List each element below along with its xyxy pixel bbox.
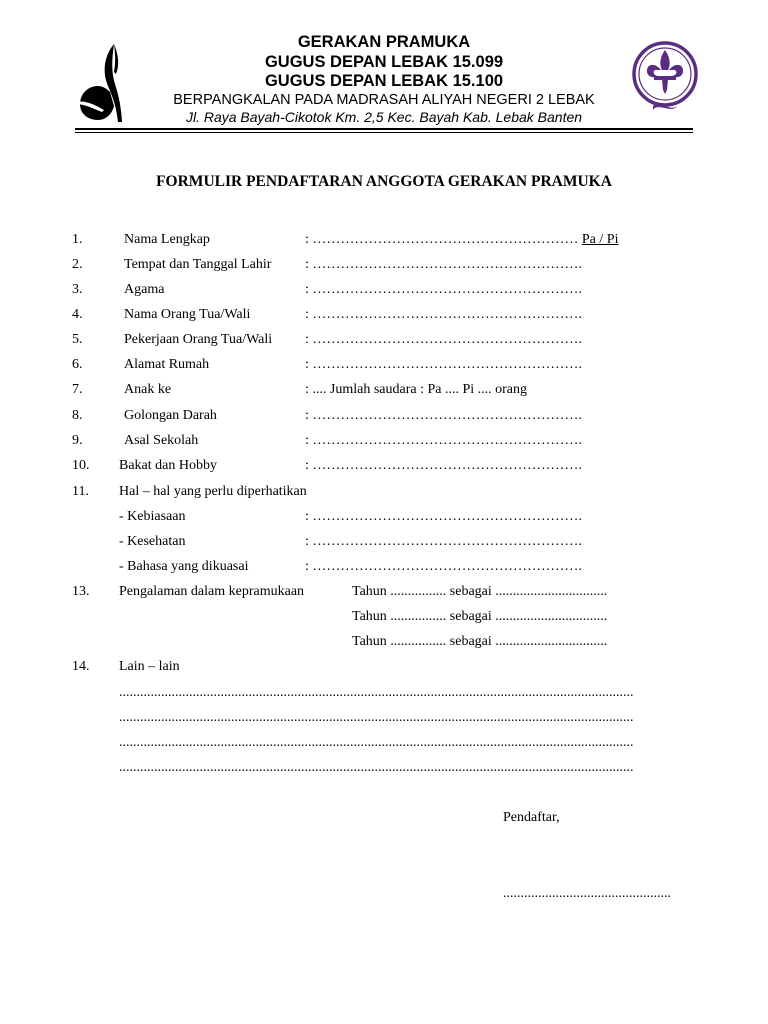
- field-number: 1.: [72, 232, 83, 247]
- field-row: [0, 257, 768, 277]
- field-row: [0, 332, 768, 352]
- letterhead: [0, 0, 768, 135]
- field-label: Alamat Rumah: [124, 357, 210, 372]
- field-number: 6.: [72, 357, 83, 372]
- field-row: [0, 534, 768, 554]
- field-label: Asal Sekolah: [124, 433, 199, 448]
- field-number: 4.: [72, 307, 83, 322]
- field-number: 2.: [72, 257, 83, 272]
- field-value[interactable]: : ………………………………………………….: [305, 307, 582, 322]
- field-row: [0, 307, 768, 327]
- field-label: - Kesehatan: [119, 534, 186, 549]
- field-row: [0, 458, 768, 478]
- field-number: 7.: [72, 382, 83, 397]
- field-value[interactable]: : ………………………………………………….: [305, 282, 582, 297]
- field-number: 9.: [72, 433, 83, 448]
- blank-line[interactable]: ...................................................................................................................................................: [119, 735, 634, 750]
- field-row: [0, 484, 768, 504]
- header-rule-thin: [75, 132, 693, 133]
- experience-entry[interactable]: Tahun ................ sebagai ................................: [352, 584, 608, 599]
- blank-line[interactable]: ...................................................................................................................................................: [119, 685, 634, 700]
- field-label: - Kebiasaan: [119, 509, 186, 524]
- unit-name-2: GUGUS DEPAN LEBAK 15.100: [264, 72, 504, 90]
- field-label: Golongan Darah: [124, 408, 217, 423]
- field-number: 10.: [72, 458, 90, 473]
- field-number: 14.: [72, 659, 90, 674]
- field-number: 8.: [72, 408, 83, 423]
- field-row: [0, 559, 768, 579]
- signature-line[interactable]: ................................................: [503, 886, 671, 901]
- field-value[interactable]: : ………………………………………………….: [305, 408, 582, 423]
- field-value[interactable]: : ………………………………………………… Pa / Pi: [305, 232, 619, 247]
- field-value[interactable]: : ………………………………………………….: [305, 534, 582, 549]
- signature-label: Pendaftar,: [503, 810, 560, 825]
- field-label: Nama Lengkap: [124, 232, 210, 247]
- field-number: 13.: [72, 584, 90, 599]
- field-value[interactable]: : ………………………………………………….: [305, 458, 582, 473]
- field-number: 11.: [72, 484, 89, 499]
- field-row: [0, 509, 768, 529]
- field-label: Pengalaman dalam kepramukaan: [119, 584, 305, 599]
- field-row: [0, 232, 768, 252]
- field-row: [0, 433, 768, 453]
- field-value[interactable]: : ………………………………………………….: [305, 357, 582, 372]
- field-label: Nama Orang Tua/Wali: [124, 307, 251, 322]
- field-label: - Bahasa yang dikuasai: [119, 559, 249, 574]
- world-scout-emblem-icon: [629, 40, 701, 118]
- field-row: [0, 282, 768, 302]
- field-label: Bakat dan Hobby: [119, 458, 217, 473]
- field-row: [0, 357, 768, 377]
- field-row: [0, 408, 768, 428]
- field-value[interactable]: : ………………………………………………….: [305, 433, 582, 448]
- field-row: [0, 659, 768, 679]
- field-label: Pekerjaan Orang Tua/Wali: [124, 332, 273, 347]
- gender-option[interactable]: Pa / Pi: [581, 232, 619, 247]
- field-number: 3.: [72, 282, 83, 297]
- section-label: Hal – hal yang perlu diperhatikan: [119, 484, 307, 499]
- base-school: BERPANGKALAN PADA MADRASAH ALIYAH NEGERI 2 LEBAK: [173, 92, 595, 108]
- field-label: Agama: [124, 282, 165, 297]
- org-name: GERAKAN PRAMUKA: [297, 33, 471, 51]
- header-rule-thick: [75, 128, 693, 130]
- field-label: Lain – lain: [119, 659, 180, 674]
- field-label: Tempat dan Tanggal Lahir: [124, 257, 272, 272]
- field-value[interactable]: : ………………………………………………….: [305, 257, 582, 272]
- experience-entry[interactable]: Tahun ................ sebagai ................................: [352, 609, 608, 624]
- form-title: FORMULIR PENDAFTARAN ANGGOTA GERAKAN PRAMUKA: [156, 173, 612, 190]
- blank-line[interactable]: ...................................................................................................................................................: [119, 760, 634, 775]
- experience-entry[interactable]: Tahun ................ sebagai ................................: [352, 634, 608, 649]
- field-label: Anak ke: [124, 382, 172, 397]
- field-value[interactable]: : .... Jumlah saudara : Pa .... Pi .... orang: [305, 382, 528, 397]
- blank-line[interactable]: ...................................................................................................................................................: [119, 710, 634, 725]
- field-row: [0, 382, 768, 402]
- address: Jl. Raya Bayah-Cikotok Km. 2,5 Kec. Bayah Kab. Lebak Banten: [185, 109, 583, 125]
- field-value[interactable]: : ………………………………………………….: [305, 332, 582, 347]
- field-value[interactable]: : ………………………………………………….: [305, 559, 582, 574]
- field-value[interactable]: : ………………………………………………….: [305, 509, 582, 524]
- field-number: 5.: [72, 332, 83, 347]
- unit-name-1: GUGUS DEPAN LEBAK 15.099: [264, 53, 504, 71]
